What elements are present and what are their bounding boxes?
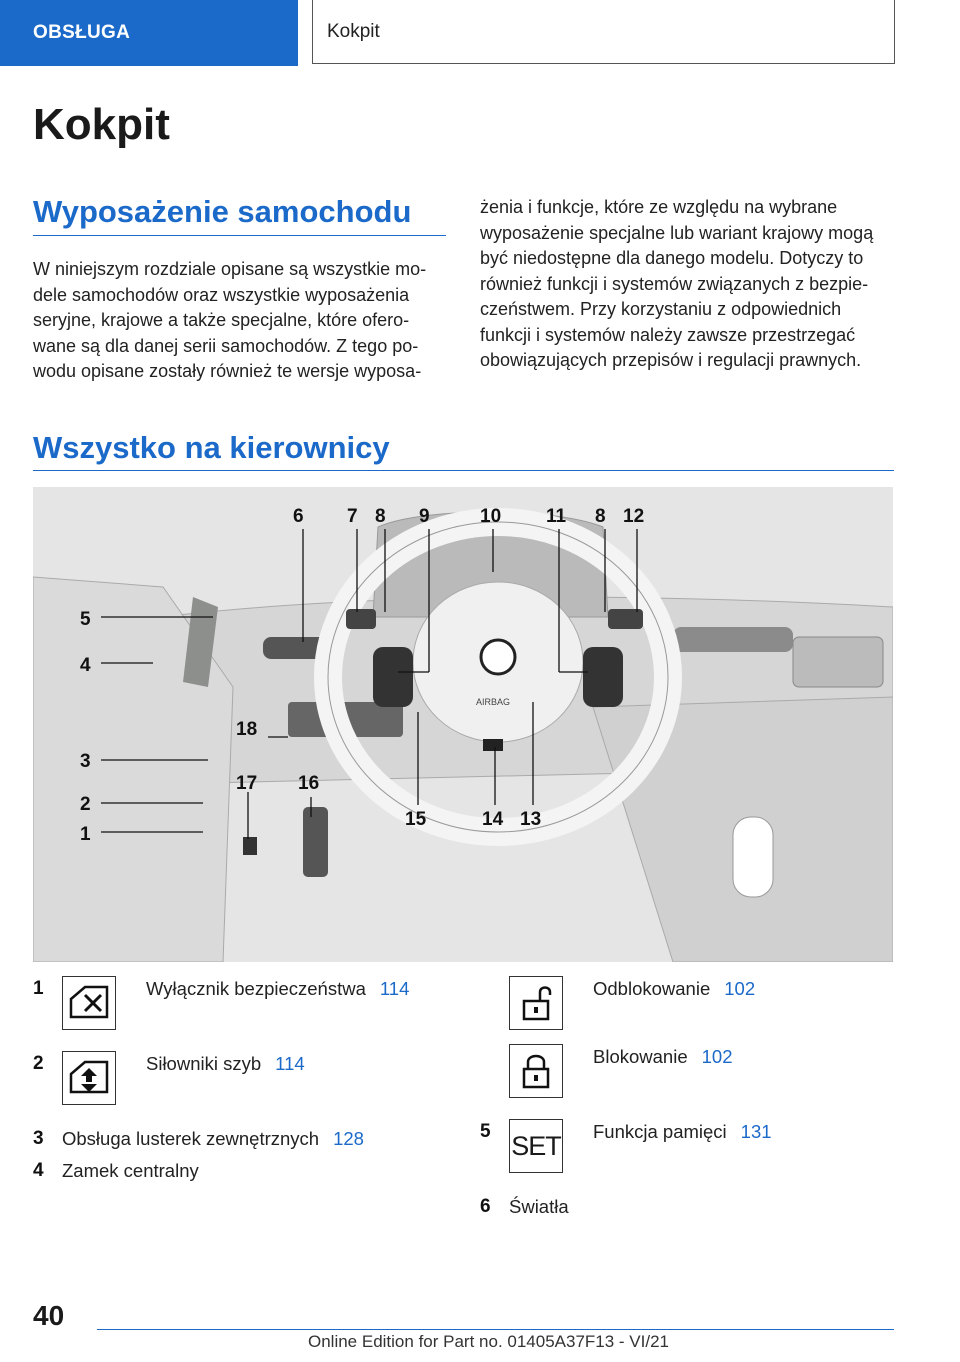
callout-2: 2: [80, 794, 91, 815]
callout-16: 16: [298, 773, 320, 794]
callout-9: 9: [419, 506, 430, 527]
paragraph-col1: W niniejszym rozdziale opisane są wszystkie mo- dele samochodów oraz wszystkie wyposażenia seryjne, krajowe a także specjalne, które ofero- wane są dla danej serii samochodów. Z tego po- wodu opisane zostały również te wersje wyposa-: [33, 259, 427, 381]
callout-3: 3: [80, 751, 91, 772]
page-ref-2[interactable]: 114: [275, 1053, 305, 1074]
legend-item-2: Siłowniki szyb 114: [146, 1053, 305, 1074]
callout-8b: 8: [595, 506, 606, 527]
window-lock-icon: [62, 976, 116, 1030]
legend-num-5: 5: [480, 1121, 491, 1142]
callout-7: 7: [347, 506, 358, 527]
page-number: 40: [33, 1300, 65, 1331]
page-ref-lock[interactable]: 102: [701, 1046, 733, 1067]
callout-12: 12: [623, 506, 645, 527]
section-heading-steering: Wszystko na kierownicy: [33, 430, 390, 465]
heading-rule: [33, 235, 446, 236]
page-ref-3[interactable]: 128: [333, 1128, 364, 1149]
legend-num-4: 4: [33, 1160, 44, 1181]
callout-15: 15: [405, 809, 427, 830]
legend-num-2: 2: [33, 1053, 44, 1074]
callout-1: 1: [80, 824, 91, 845]
page-title: Kokpit: [33, 100, 170, 149]
page-ref-1[interactable]: 114: [379, 978, 410, 999]
legend-item-6: Światła: [509, 1196, 569, 1217]
callout-5: 5: [80, 609, 91, 630]
header-section: OBSŁUGA: [0, 0, 298, 66]
legend-num-1: 1: [33, 978, 44, 999]
legend-item-5: Funkcja pamięci 131: [593, 1121, 772, 1142]
legend-num-3: 3: [33, 1128, 44, 1149]
section-heading-equipment: Wyposażenie samochodu: [33, 194, 412, 229]
page-ref-unlock[interactable]: 102: [724, 978, 756, 999]
legend-item-3: Obsługa lusterek zewnętrznych 128: [62, 1128, 364, 1149]
unlock-icon: [509, 976, 563, 1030]
set-memory-icon: SET: [509, 1119, 563, 1173]
window-lift-icon: [62, 1051, 116, 1105]
callout-4: 4: [80, 655, 91, 676]
footer-rule: [97, 1329, 894, 1330]
cockpit-illustration: [33, 487, 893, 962]
callout-6: 6: [293, 506, 304, 527]
footer-edition: Online Edition for Part no. 01405A37F13 - VI/21: [308, 1332, 670, 1351]
callout-18: 18: [236, 719, 258, 740]
legend-item-1: Wyłącznik bezpieczeństwa 114: [146, 978, 410, 999]
callout-11: 11: [546, 506, 567, 527]
legend-num-6: 6: [480, 1196, 491, 1217]
heading-rule-2: [33, 470, 894, 471]
legend-item-lock: Blokowanie 102: [593, 1046, 733, 1067]
legend-item-unlock: Odblokowanie 102: [593, 978, 756, 999]
legend-item-4: Zamek centralny: [62, 1160, 199, 1181]
callout-14: 14: [482, 809, 504, 830]
callout-8: 8: [375, 506, 386, 527]
paragraph-col2: żenia i funkcje, które ze względu na wybrane wyposażenie specjalne lub wariant krajowy mogą być niedostępne dla danego modelu. Dotyczy to również funkcji i systemów związanych z bezpie- czeństwem. Przy korzystaniu z odpowiednich funkcji i systemów należy zawsze przestrzegać obowiązujących przepisów i regulacji prawnych.: [480, 197, 874, 370]
lock-icon: [509, 1044, 563, 1098]
page-ref-5[interactable]: 131: [740, 1121, 772, 1142]
airbag-label: AIRBAG: [476, 697, 511, 707]
header-topic: Kokpit: [312, 0, 895, 64]
callout-10: 10: [480, 506, 502, 527]
callout-17: 17: [236, 773, 258, 794]
callout-13: 13: [520, 809, 542, 830]
